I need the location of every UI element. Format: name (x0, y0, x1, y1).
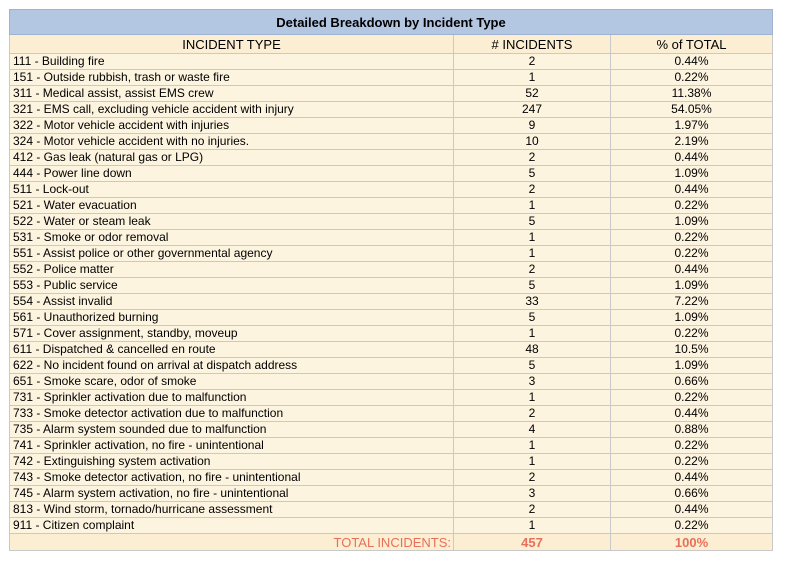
incident-type-cell: 813 - Wind storm, tornado/hurricane assessment (10, 502, 454, 518)
total-label: TOTAL INCIDENTS: (10, 534, 454, 551)
table-row (10, 86, 773, 102)
incident-count-cell: 3 (454, 486, 611, 502)
incident-percent-cell: 11.38% (611, 86, 773, 102)
incident-count-cell: 4 (454, 422, 611, 438)
incident-percent-cell: 1.09% (611, 278, 773, 294)
incident-type-cell: 735 - Alarm system sounded due to malfunction (10, 422, 454, 438)
table-row (10, 326, 773, 342)
table-row (10, 182, 773, 198)
incident-count-cell: 1 (454, 390, 611, 406)
incident-percent-cell: 2.19% (611, 134, 773, 150)
table-row (10, 70, 773, 86)
table-title: Detailed Breakdown by Incident Type (10, 10, 773, 35)
table-row (10, 502, 773, 518)
incident-count-cell: 2 (454, 406, 611, 422)
incident-count-cell: 2 (454, 150, 611, 166)
incident-percent-cell: 0.44% (611, 502, 773, 518)
incident-percent-cell: 0.66% (611, 486, 773, 502)
total-row (10, 534, 773, 551)
incident-type-cell: 651 - Smoke scare, odor of smoke (10, 374, 454, 390)
incident-type-cell: 745 - Alarm system activation, no fire - unintentional (10, 486, 454, 502)
incident-count-cell: 5 (454, 358, 611, 374)
incident-type-cell: 444 - Power line down (10, 166, 454, 182)
incident-count-cell: 48 (454, 342, 611, 358)
incident-count-cell: 2 (454, 54, 611, 70)
table-row (10, 102, 773, 118)
incident-percent-cell: 0.22% (611, 230, 773, 246)
incident-count-cell: 52 (454, 86, 611, 102)
table-row (10, 198, 773, 214)
incident-count-cell: 247 (454, 102, 611, 118)
table-row (10, 454, 773, 470)
table-row (10, 374, 773, 390)
table-row (10, 294, 773, 310)
incident-count-cell: 10 (454, 134, 611, 150)
incident-type-cell: 554 - Assist invalid (10, 294, 454, 310)
table-row (10, 310, 773, 326)
incident-percent-cell: 1.97% (611, 118, 773, 134)
incident-type-cell: 324 - Motor vehicle accident with no injuries. (10, 134, 454, 150)
incident-percent-cell: 1.09% (611, 214, 773, 230)
incident-percent-cell: 0.44% (611, 406, 773, 422)
incident-count-cell: 9 (454, 118, 611, 134)
incident-count-cell: 5 (454, 310, 611, 326)
incident-type-cell: 311 - Medical assist, assist EMS crew (10, 86, 454, 102)
incident-percent-cell: 0.22% (611, 198, 773, 214)
incident-type-cell: 731 - Sprinkler activation due to malfunction (10, 390, 454, 406)
incident-type-cell: 733 - Smoke detector activation due to malfunction (10, 406, 454, 422)
table-row (10, 406, 773, 422)
incident-percent-cell: 0.22% (611, 518, 773, 534)
table-row (10, 438, 773, 454)
incident-count-cell: 1 (454, 246, 611, 262)
incident-percent-cell: 0.22% (611, 454, 773, 470)
table-row (10, 486, 773, 502)
table-row (10, 390, 773, 406)
table-row (10, 262, 773, 278)
total-count: 457 (454, 534, 611, 551)
table-row (10, 278, 773, 294)
incident-count-cell: 5 (454, 278, 611, 294)
incident-percent-cell: 1.09% (611, 358, 773, 374)
incident-count-cell: 2 (454, 182, 611, 198)
incident-count-cell: 1 (454, 454, 611, 470)
incident-percent-cell: 0.44% (611, 182, 773, 198)
incident-percent-cell: 0.22% (611, 326, 773, 342)
incident-percent-cell: 0.44% (611, 150, 773, 166)
table-row (10, 150, 773, 166)
table-row (10, 470, 773, 486)
incident-type-cell: 151 - Outside rubbish, trash or waste fire (10, 70, 454, 86)
incident-percent-cell: 0.22% (611, 70, 773, 86)
column-header-row (10, 35, 773, 54)
incident-type-cell: 742 - Extinguishing system activation (10, 454, 454, 470)
incident-count-cell: 33 (454, 294, 611, 310)
column-header-incident-type: INCIDENT TYPE (10, 35, 454, 54)
incident-count-cell: 1 (454, 438, 611, 454)
incident-count-cell: 3 (454, 374, 611, 390)
incident-type-cell: 321 - EMS call, excluding vehicle accident with injury (10, 102, 454, 118)
incident-percent-cell: 0.22% (611, 390, 773, 406)
table-body (10, 54, 773, 534)
incident-count-cell: 1 (454, 230, 611, 246)
incident-type-cell: 911 - Citizen complaint (10, 518, 454, 534)
incident-count-cell: 2 (454, 470, 611, 486)
table-row (10, 246, 773, 262)
incident-percent-cell: 0.22% (611, 246, 773, 262)
incident-type-cell: 611 - Dispatched & cancelled en route (10, 342, 454, 358)
incident-percent-cell: 0.44% (611, 54, 773, 70)
incident-percent-cell: 0.66% (611, 374, 773, 390)
incident-count-cell: 5 (454, 166, 611, 182)
incident-type-cell: 511 - Lock-out (10, 182, 454, 198)
table-row (10, 54, 773, 70)
incident-percent-cell: 0.44% (611, 470, 773, 486)
incident-percent-cell: 1.09% (611, 166, 773, 182)
table-row (10, 134, 773, 150)
table-row (10, 214, 773, 230)
incident-type-cell: 741 - Sprinkler activation, no fire - unintentional (10, 438, 454, 454)
incident-count-cell: 1 (454, 326, 611, 342)
incident-percent-cell: 0.88% (611, 422, 773, 438)
incident-type-cell: 743 - Smoke detector activation, no fire - unintentional (10, 470, 454, 486)
incident-count-cell: 1 (454, 518, 611, 534)
incident-type-cell: 522 - Water or steam leak (10, 214, 454, 230)
incident-count-cell: 1 (454, 70, 611, 86)
incident-type-cell: 561 - Unauthorized burning (10, 310, 454, 326)
table-row (10, 518, 773, 534)
incident-type-cell: 521 - Water evacuation (10, 198, 454, 214)
incident-type-cell: 111 - Building fire (10, 54, 454, 70)
incident-type-cell: 622 - No incident found on arrival at dispatch address (10, 358, 454, 374)
incident-count-cell: 2 (454, 262, 611, 278)
incident-percent-cell: 10.5% (611, 342, 773, 358)
column-header-percent: % of TOTAL (611, 35, 773, 54)
table-row (10, 422, 773, 438)
table-row (10, 358, 773, 374)
table-title-row (10, 10, 773, 35)
incident-type-cell: 552 - Police matter (10, 262, 454, 278)
incident-percent-cell: 0.44% (611, 262, 773, 278)
table-row (10, 342, 773, 358)
incident-percent-cell: 1.09% (611, 310, 773, 326)
incident-percent-cell: 0.22% (611, 438, 773, 454)
incident-percent-cell: 54.05% (611, 102, 773, 118)
table-row (10, 166, 773, 182)
incident-type-cell: 571 - Cover assignment, standby, moveup (10, 326, 454, 342)
incident-count-cell: 1 (454, 198, 611, 214)
total-percent: 100% (611, 534, 773, 551)
incident-type-cell: 531 - Smoke or odor removal (10, 230, 454, 246)
incident-breakdown-table (9, 9, 773, 551)
incident-type-cell: 553 - Public service (10, 278, 454, 294)
incident-count-cell: 2 (454, 502, 611, 518)
incident-type-cell: 412 - Gas leak (natural gas or LPG) (10, 150, 454, 166)
incident-percent-cell: 7.22% (611, 294, 773, 310)
table-row (10, 230, 773, 246)
incident-type-cell: 551 - Assist police or other governmental agency (10, 246, 454, 262)
incident-type-cell: 322 - Motor vehicle accident with injuries (10, 118, 454, 134)
table-row (10, 118, 773, 134)
column-header-incidents: # INCIDENTS (454, 35, 611, 54)
incident-count-cell: 5 (454, 214, 611, 230)
